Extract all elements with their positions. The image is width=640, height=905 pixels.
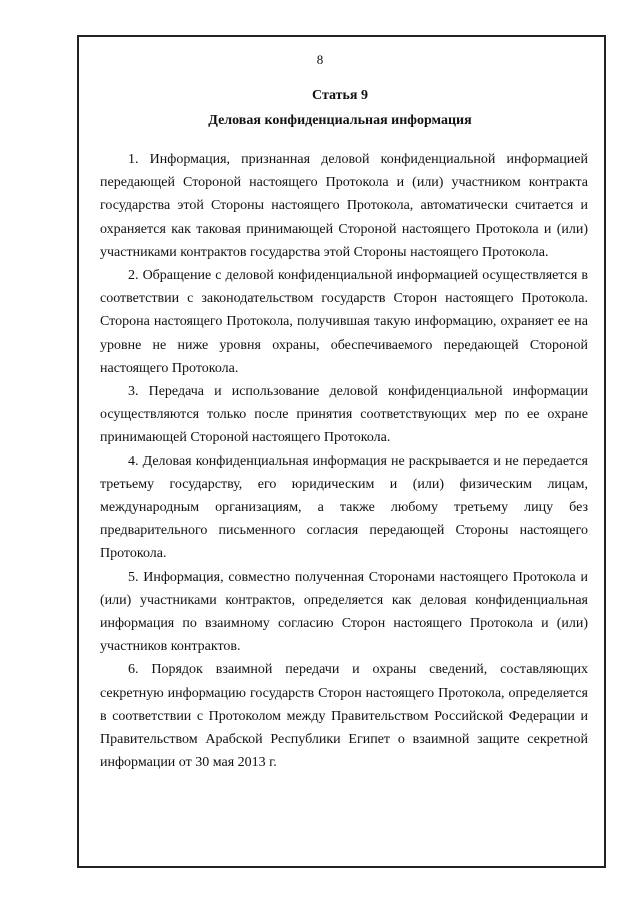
paragraph-4: 4. Деловая конфиденциальная информация не раскрывается и не передается третьему государству, его юридическим и (или) физическим лицам, международным организациям, а также любому третьему лицу без предварительного письменного согласия передающей Стороны настоящего Протокола. [100,453,588,562]
article-number: Статья 9 [312,88,368,103]
article-title: Деловая конфиденциальная информация [208,113,472,128]
article-body [100,148,588,774]
paragraph-1: 1. Информация, признанная деловой конфиденциальной информацией передающей Стороной настоящего Протокола и (или) участником контракта государства этой Стороны настоящего Протокола, автоматически считается и охраняется как таковая принимающей Стороной настоящего Протокола и (или) участниками контрактов государства этой Стороны настоящего Протокола. [100,152,588,260]
paragraph-6: 6. Порядок взаимной передачи и охраны сведений, составляющих секретную информацию государств Сторон настоящего Протокола, определяется в соответствии с Протоколом между Правительством Российской Федерации и Правительством Арабской Республики Египет о взаимной защите секретной информации от 30 мая 2013 г. [100,662,588,771]
paragraph-2: 2. Обращение с деловой конфиденциальной информацией осуществляется в соответствии с законодательством государств Сторон настоящего Протокола. Сторона настоящего Протокола, получившая такую информацию, охраняет ее на уровне не ниже уровня охраны, обеспечиваемого передающей Стороной настоящего Протокола. [100,268,588,376]
paragraph-3: 3. Передача и использование деловой конфиденциальной информации осуществляются только после принятия соответствующих мер по ее охране принимающей Стороной настоящего Протокола. [100,384,588,446]
paragraph-5: 5. Информация, совместно полученная Сторонами настоящего Протокола и (или) участниками контрактов, определяется как деловая конфиденциальная информация по взаимному согласию Сторон настоящего Протокола и (или) участников контрактов. [100,569,588,655]
page-number: 8 [316,52,324,67]
